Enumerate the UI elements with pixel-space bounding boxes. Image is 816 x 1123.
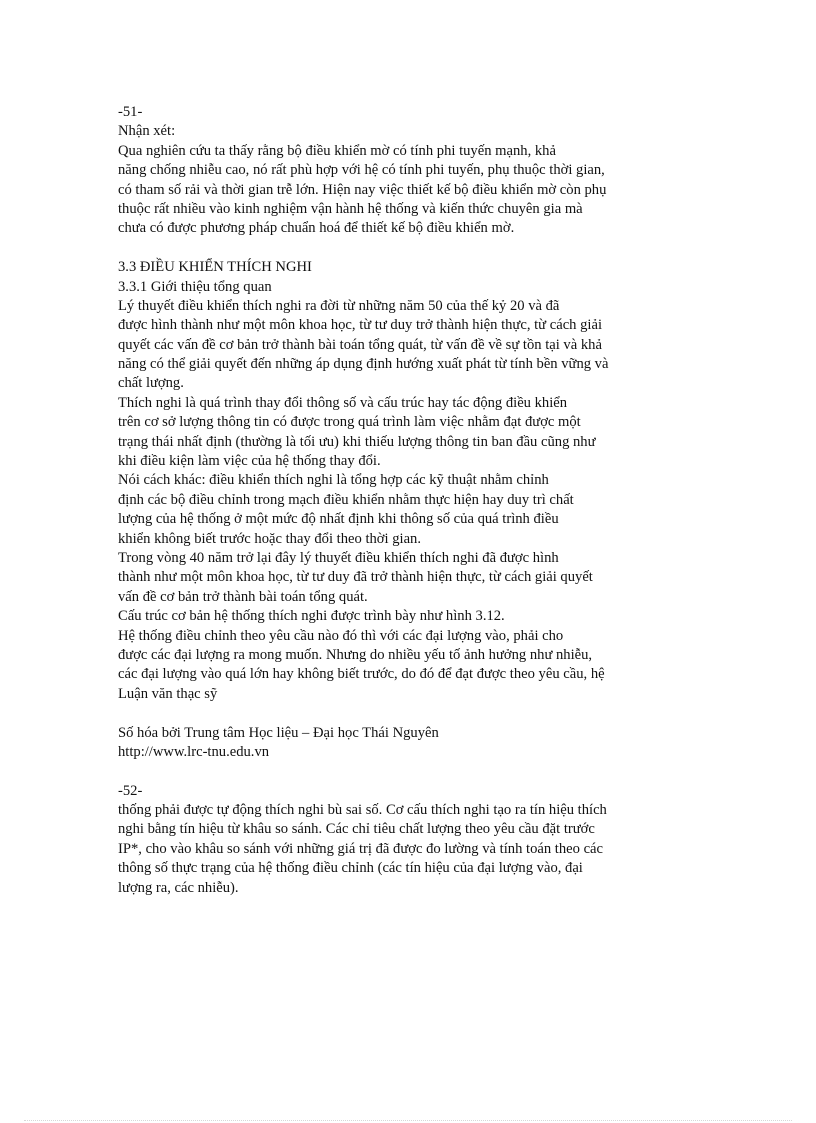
document-text (118, 103, 678, 898)
text-line: Nói cách khác: điều khiển thích nghi là tổng hợp các kỹ thuật nhằm chỉnh (118, 472, 549, 489)
text-line: Thích nghi là quá trình thay đổi thông số và cấu trúc hay tác động điều khiển (118, 394, 568, 411)
text-line: trên cơ sở lượng thông tin có được trong quá trình làm việc nhằm đạt được một (118, 414, 581, 431)
text-line: thành như một môn khoa học, từ tư duy đã trở thành hiện thực, từ cách giải quyết (118, 569, 593, 586)
blank-line (118, 239, 678, 258)
section-heading: 3.3 ĐIỀU KHIỂN THÍCH NGHI (118, 259, 312, 276)
text-line: năng chống nhiễu cao, nó rất phù hợp với hệ có tính phi tuyến, phụ thuộc thời gian, (118, 162, 605, 179)
text-line: Trong vòng 40 năm trở lại đây lý thuyết điều khiển thích nghi đã được hình (118, 549, 559, 566)
text-line: có tham số rải và thời gian trễ lớn. Hiện nay việc thiết kế bộ điều khiển mờ còn phụ (118, 181, 607, 198)
remark-heading: Nhận xét: (118, 123, 176, 140)
text-line: lượng ra, các nhiễu). (118, 879, 239, 896)
text-line: khiển không biết trước hoặc thay đổi theo thời gian. (118, 530, 421, 547)
remark-paragraph (118, 142, 678, 239)
text-line: được các đại lượng ra mong muốn. Nhưng do nhiều yếu tố ảnh hưởng như nhiễu, (118, 646, 593, 663)
page-number: -52- (118, 782, 143, 799)
footer-digitized-by: Số hóa bởi Trung tâm Học liệu – Đại học Thái Nguyên (118, 724, 439, 741)
footer-url: http://www.lrc-tnu.edu.vn (118, 743, 270, 760)
text-line: lượng của hệ thống ở một mức độ nhất định khi thông số của quá trình điều (118, 511, 559, 528)
page2-paragraph (118, 801, 678, 898)
text-line: Cấu trúc cơ bản hệ thống thích nghi được trình bày như hình 3.12. (118, 608, 505, 625)
text-line: khi điều kiện làm việc của hệ thống thay đổi. (118, 453, 381, 470)
text-line: chất lượng. (118, 375, 184, 392)
subsection-heading: 3.3.1 Giới thiệu tổng quan (118, 278, 272, 295)
text-line: thống phải được tự động thích nghi bù sai số. Cơ cấu thích nghi tạo ra tín hiệu thích (118, 802, 607, 819)
text-line: thông số thực trạng của hệ thống điều chỉnh (các tín hiệu của đại lượng vào, đại (118, 860, 583, 877)
body-paragraphs (118, 297, 678, 685)
text-line: chưa có được phương pháp chuẩn hoá để thiết kế bộ điều khiển mờ. (118, 220, 515, 237)
text-line: các đại lượng vào quá lớn hay không biết trước, do đó để đạt được theo yêu cầu, hệ (118, 666, 605, 683)
text-line: quyết các vấn đề cơ bản trở thành bài toán tổng quát, từ vấn đề về sự tồn tại và khả (118, 336, 602, 353)
footer-thesis-label: Luận văn thạc sỹ (118, 685, 218, 702)
text-line: Hệ thống điều chỉnh theo yêu cầu nào đó thì với các đại lượng vào, phải cho (118, 627, 564, 644)
text-line: IP*, cho vào khâu so sánh với những giá trị đã được đo lường và tính toán theo các (118, 840, 603, 857)
page-bottom-divider (24, 1120, 792, 1121)
blank-line (118, 704, 678, 723)
text-line: vấn đề cơ bản trở thành bài toán tổng quát. (118, 588, 368, 605)
text-line: Qua nghiên cứu ta thấy rằng bộ điều khiển mờ có tính phi tuyến mạnh, khả (118, 142, 556, 159)
text-line: định các bộ điều chỉnh trong mạch điều khiển nhằm thực hiện hay duy trì chất (118, 491, 574, 508)
text-line: nghi bằng tín hiệu từ khâu so sánh. Các chỉ tiêu chất lượng theo yêu cầu đặt trước (118, 821, 595, 838)
page-number: -51- (118, 104, 143, 120)
text-line: Lý thuyết điều khiển thích nghi ra đời từ những năm 50 của thế kỷ 20 và đã (118, 297, 560, 314)
text-line: được hình thành như một môn khoa học, từ tư duy trở thành hiện thực, từ cách giải (118, 317, 602, 334)
blank-line (118, 762, 678, 781)
text-line: năng có thể giải quyết đến những áp dụng định hướng xuất phát từ tính bền vững và (118, 356, 609, 373)
text-line: thuộc rất nhiều vào kinh nghiệm vận hành hệ thống và kiến thức chuyên gia mà (118, 200, 583, 217)
text-line: trạng thái nhất định (thường là tối ưu) khi thiếu lượng thông tin ban đầu cũng như (118, 433, 596, 450)
